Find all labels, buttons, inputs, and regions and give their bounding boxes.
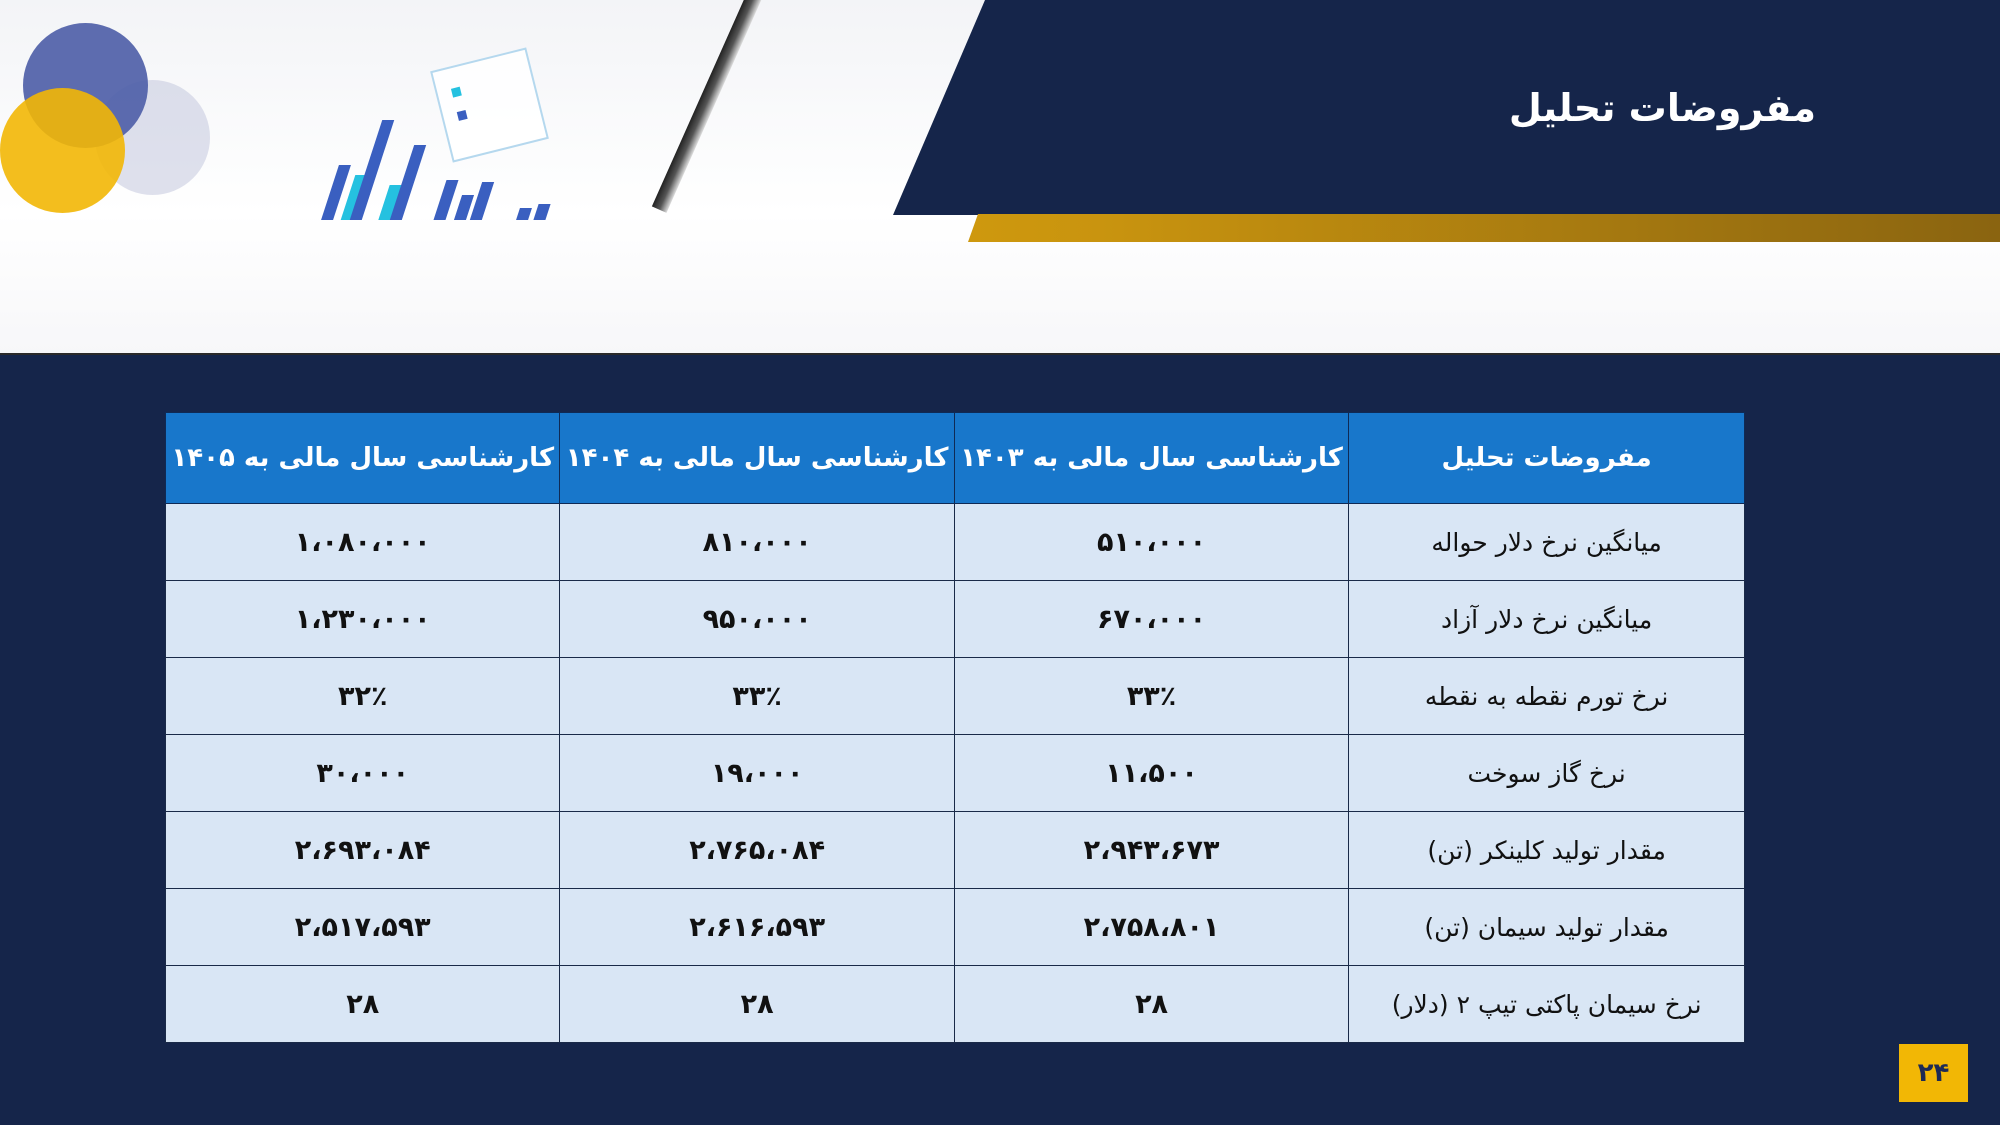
page-number-badge: ۲۴	[1899, 1044, 1968, 1102]
table-row	[166, 581, 1745, 658]
assumptions-table	[165, 412, 1745, 1043]
cell-1403: ۲،۹۴۳،۶۷۳	[954, 812, 1348, 889]
cell-1405: ۳۰،۰۰۰	[166, 735, 560, 812]
header-banner	[0, 0, 2000, 355]
column-header-1403: کارشناسی سال مالی به ۱۴۰۳	[954, 413, 1348, 504]
cell-1403: ۲،۷۵۸،۸۰۱	[954, 889, 1348, 966]
column-header-1404: کارشناسی سال مالی به ۱۴۰۴	[560, 413, 954, 504]
cell-1405: ۲۸	[166, 966, 560, 1043]
table-row	[166, 504, 1745, 581]
cell-1405: ۳۲٪	[166, 658, 560, 735]
cell-1403: ۱۱،۵۰۰	[954, 735, 1348, 812]
row-label: مقدار تولید سیمان (تن)	[1349, 889, 1745, 966]
cell-1405: ۲،۵۱۷،۵۹۳	[166, 889, 560, 966]
cell-1403: ۳۳٪	[954, 658, 1348, 735]
cell-1404: ۹۵۰،۰۰۰	[560, 581, 954, 658]
table-header-row	[166, 413, 1745, 504]
cell-1404: ۸۱۰،۰۰۰	[560, 504, 954, 581]
row-label: مقدار تولید کلینکر (تن)	[1349, 812, 1745, 889]
row-label: میانگین نرخ دلار آزاد	[1349, 581, 1745, 658]
cell-1404: ۲،۶۱۶،۵۹۳	[560, 889, 954, 966]
cell-1405: ۱،۰۸۰،۰۰۰	[166, 504, 560, 581]
table-row	[166, 812, 1745, 889]
table-row	[166, 966, 1745, 1043]
cell-1404: ۲۸	[560, 966, 954, 1043]
cell-1404: ۱۹،۰۰۰	[560, 735, 954, 812]
table-row	[166, 889, 1745, 966]
cell-1405: ۲،۶۹۳،۰۸۴	[166, 812, 560, 889]
decor-circle-gold	[0, 88, 125, 213]
cell-1403: ۶۷۰،۰۰۰	[954, 581, 1348, 658]
row-label: نرخ گاز سوخت	[1349, 735, 1745, 812]
cell-1404: ۳۳٪	[560, 658, 954, 735]
cell-1404: ۲،۷۶۵،۰۸۴	[560, 812, 954, 889]
row-label: نرخ سیمان پاکتی تیپ ۲ (دلار)	[1349, 966, 1745, 1043]
row-label: نرخ تورم نقطه به نقطه	[1349, 658, 1745, 735]
column-header-1405: کارشناسی سال مالی به ۱۴۰۵	[166, 413, 560, 504]
cell-1403: ۵۱۰،۰۰۰	[954, 504, 1348, 581]
column-header-assumption: مفروضات تحلیل	[1349, 413, 1745, 504]
cell-1403: ۲۸	[954, 966, 1348, 1043]
page-title: مفروضات تحلیل	[1508, 86, 1816, 130]
table-row	[166, 658, 1745, 735]
table-row	[166, 735, 1745, 812]
row-label: میانگین نرخ دلار حواله	[1349, 504, 1745, 581]
cell-1405: ۱،۲۳۰،۰۰۰	[166, 581, 560, 658]
header-divider	[0, 353, 2000, 355]
